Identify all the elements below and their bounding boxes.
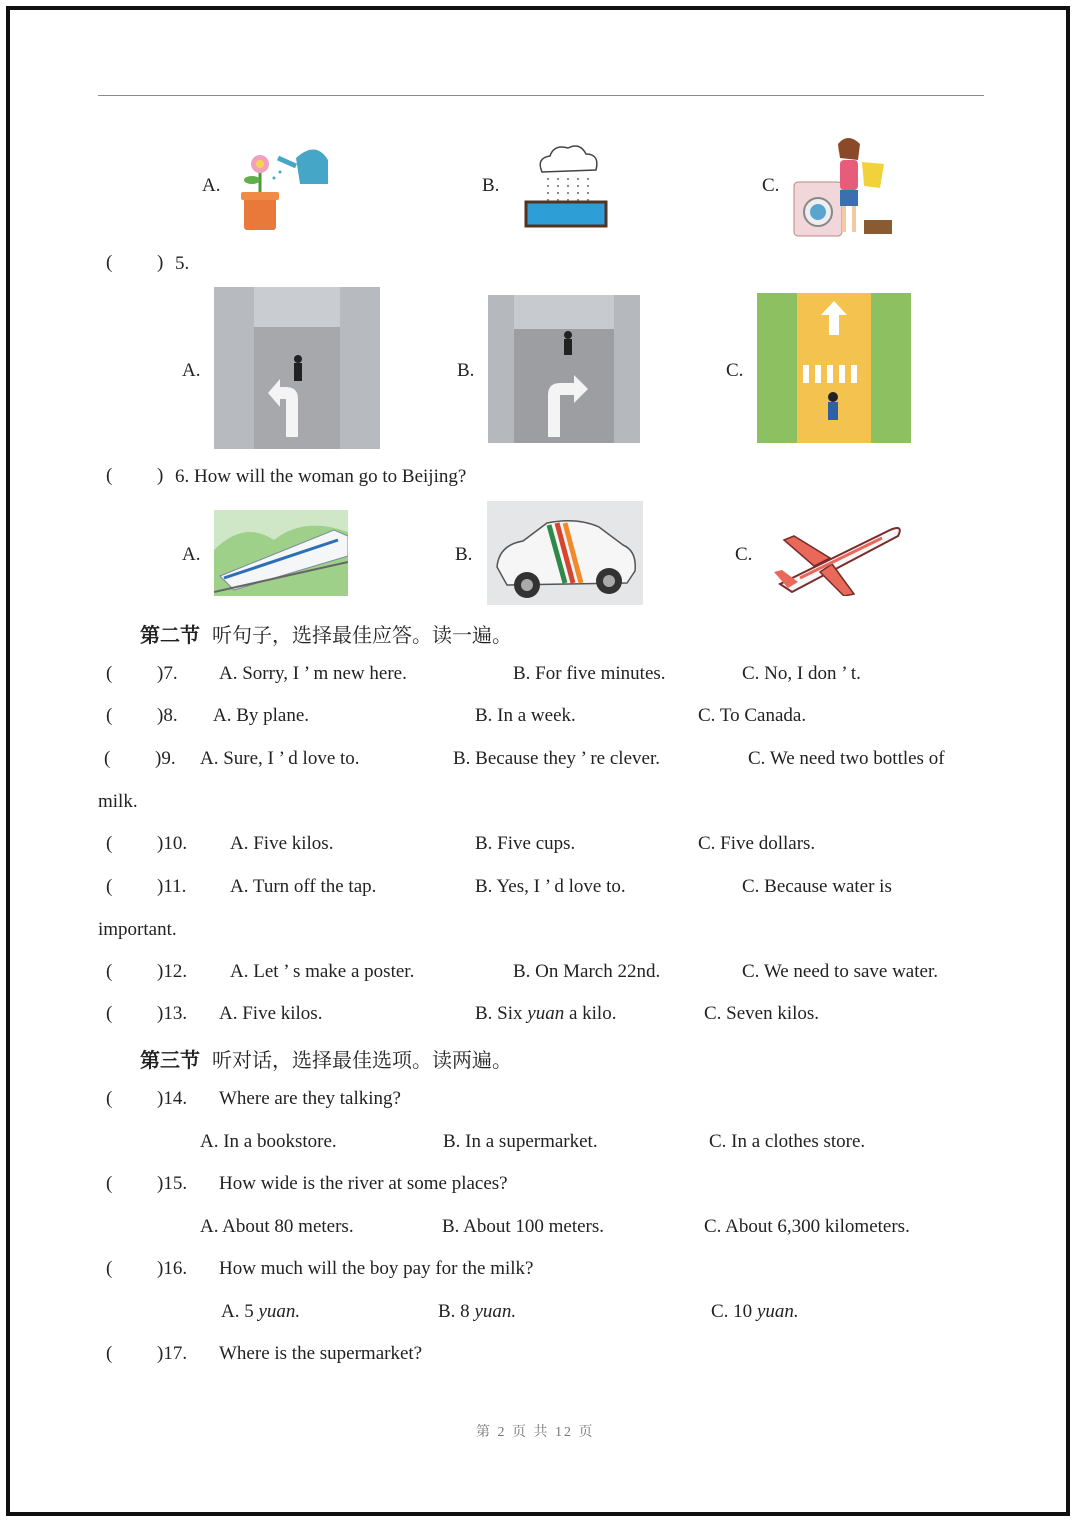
question-number: )9. xyxy=(155,748,176,769)
option-b: B. In a supermarket. xyxy=(443,1131,598,1152)
question-number: )11. xyxy=(157,876,187,897)
option-a: A. Turn off the tap. xyxy=(230,876,377,897)
option-a: A. Sure, I ’ d love to. xyxy=(200,748,360,769)
option-c: C. To Canada. xyxy=(698,705,807,726)
question-text: How wide is the river at some places? xyxy=(219,1173,508,1194)
option-label-a: A. xyxy=(182,360,201,381)
option-label-a: A. xyxy=(202,175,221,196)
option-a: A. 5 yuan. xyxy=(221,1301,301,1322)
question-number: )8. xyxy=(157,705,178,726)
question-text: How much will the boy pay for the milk? xyxy=(219,1258,534,1279)
option-b: B. Because they ’ re clever. xyxy=(453,748,660,769)
airplane-picture xyxy=(770,514,904,596)
answer-paren-open: ( xyxy=(106,252,113,273)
option-a: A. About 80 meters. xyxy=(200,1216,354,1237)
section-2-heading: 第二节 听句子，选择最佳应答。读一遍。 xyxy=(140,623,512,647)
answer-paren: ( xyxy=(106,1173,113,1194)
option-b: B. 8 yuan. xyxy=(438,1301,517,1322)
turn-left-road-picture xyxy=(214,287,380,449)
option-a: A. Five kilos. xyxy=(230,833,334,854)
girl-washing-clothes-picture xyxy=(792,134,896,238)
question-number: )7. xyxy=(157,663,178,684)
option-b: B. Five cups. xyxy=(475,833,576,854)
option-c: C. Because water is xyxy=(742,876,892,897)
page-number-footer: 第 2 页 共 12 页 xyxy=(476,1425,595,1440)
option-c: C. Five dollars. xyxy=(698,833,816,854)
question-number: )17. xyxy=(157,1343,188,1364)
option-label-b: B. xyxy=(482,175,500,196)
option-b: B. For five minutes. xyxy=(513,663,666,684)
option-label-a: A. xyxy=(182,544,201,565)
answer-paren-close: ) xyxy=(157,465,164,486)
answer-paren: ( xyxy=(106,1343,113,1364)
rain-filling-tank-picture xyxy=(522,140,612,228)
option-c-continuation: milk. xyxy=(98,791,138,812)
option-label-b: B. xyxy=(455,544,473,565)
option-b: B. Yes, I ’ d love to. xyxy=(475,876,626,897)
option-c-continuation: important. xyxy=(98,919,177,940)
question-text: Where are they talking? xyxy=(219,1088,401,1109)
answer-paren-open: ( xyxy=(106,465,113,486)
answer-paren: ( xyxy=(106,1088,113,1109)
option-b: B. About 100 meters. xyxy=(442,1216,605,1237)
option-a: A. In a bookstore. xyxy=(200,1131,337,1152)
answer-paren: ( xyxy=(106,1258,113,1279)
answer-paren: ( xyxy=(106,876,113,897)
answer-paren-close: ) xyxy=(157,252,164,273)
section-3-heading: 第三节 听对话，选择最佳选项。读两遍。 xyxy=(140,1048,512,1072)
option-c: C. Seven kilos. xyxy=(704,1003,820,1024)
question-number: )15. xyxy=(157,1173,188,1194)
option-b: B. In a week. xyxy=(475,705,576,726)
car-picture xyxy=(487,501,643,605)
question-number: )16. xyxy=(157,1258,188,1279)
option-label-c: C. xyxy=(726,360,744,381)
go-straight-road-picture xyxy=(757,293,911,443)
question-number: )13. xyxy=(157,1003,188,1024)
question-number: )12. xyxy=(157,961,188,982)
option-c: C. 10 yuan. xyxy=(711,1301,799,1322)
answer-paren: ( xyxy=(106,1003,113,1024)
question-number: )14. xyxy=(157,1088,188,1109)
header-rule xyxy=(98,95,984,96)
question-6-text: 6. How will the woman go to Beijing? xyxy=(175,466,467,487)
option-a: A. By plane. xyxy=(213,705,310,726)
watering-flower-picture xyxy=(234,138,334,232)
option-b: B. On March 22nd. xyxy=(513,961,661,982)
option-label-c: C. xyxy=(762,175,780,196)
answer-paren: ( xyxy=(106,705,113,726)
option-c: C. In a clothes store. xyxy=(709,1131,866,1152)
option-a: A. Sorry, I ’ m new here. xyxy=(219,663,407,684)
option-b: B. Six yuan a kilo. xyxy=(475,1003,617,1024)
option-c: C. About 6,300 kilometers. xyxy=(704,1216,910,1237)
question-5-number: 5. xyxy=(175,253,190,274)
high-speed-train-picture xyxy=(214,510,348,596)
option-c: C. We need to save water. xyxy=(742,961,938,982)
option-c: C. We need two bottles of xyxy=(748,748,945,769)
option-label-c: C. xyxy=(735,544,753,565)
question-text: Where is the supermarket? xyxy=(219,1343,423,1364)
answer-paren: ( xyxy=(106,663,113,684)
question-number: )10. xyxy=(157,833,188,854)
option-c: C. No, I don ’ t. xyxy=(742,663,861,684)
option-a: A. Let ’ s make a poster. xyxy=(230,961,415,982)
option-a: A. Five kilos. xyxy=(219,1003,323,1024)
answer-paren: ( xyxy=(104,748,111,769)
turn-right-road-picture xyxy=(488,295,640,443)
option-label-b: B. xyxy=(457,360,475,381)
answer-paren: ( xyxy=(106,961,113,982)
answer-paren: ( xyxy=(106,833,113,854)
